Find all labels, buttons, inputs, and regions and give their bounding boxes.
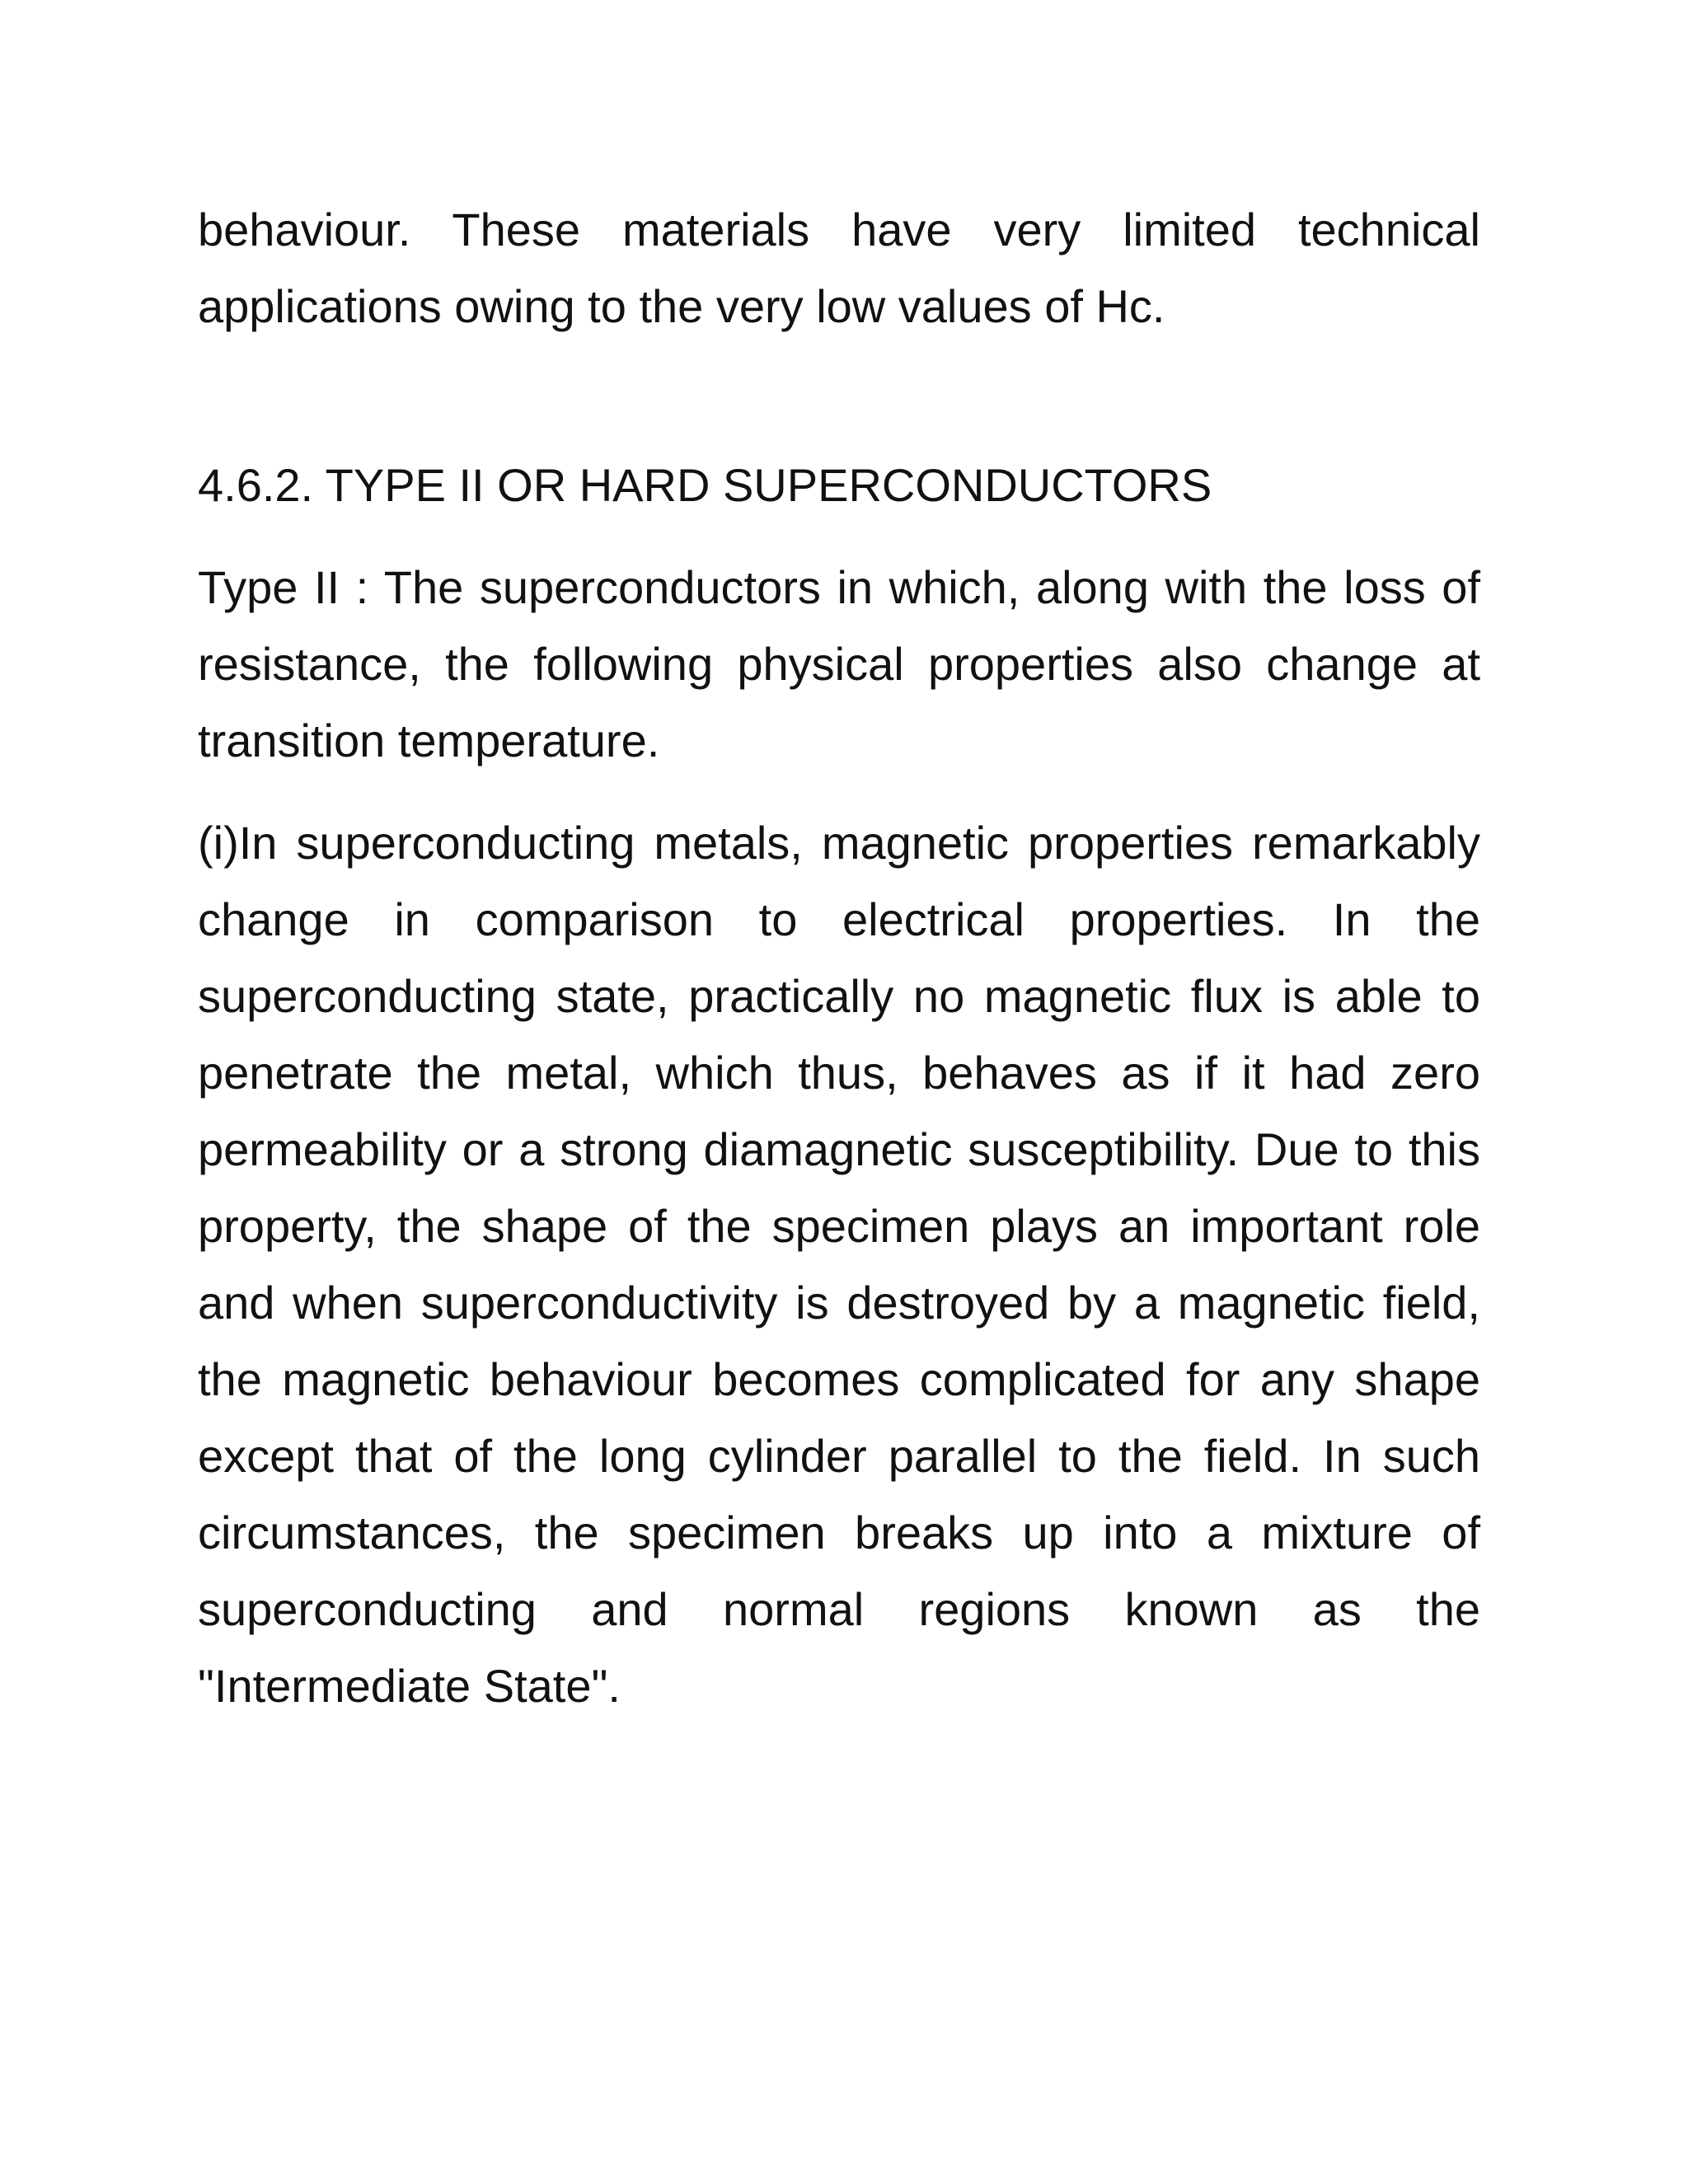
section-heading: 4.6.2. TYPE II OR HARD SUPERCONDUCTORS bbox=[198, 459, 1212, 511]
type-ii-paragraph: Type II : The superconductors in which, along with the loss of resistance, the following physical properties also change at transition temperature. bbox=[198, 561, 1480, 766]
intro-paragraph: behaviour. These materials have very limited technical applications owing to the very low values of Hc. bbox=[198, 204, 1480, 332]
page-content bbox=[198, 191, 1480, 1724]
point-i-paragraph: (i)In superconducting metals, magnetic properties remarkably change in comparison to electrical properties. In the superconducting state, practically no magnetic flux is able to penetrate the metal, which thus, behaves as if it had zero permeability or a strong diamagnetic susceptibility. Due to this property, the shape of the specimen plays an important role and when superconductivity is destroyed by a magnetic field, the magnetic behaviour becomes complicated for any shape except that of the long cylinder parallel to the field. In such circumstances, the specimen breaks up into a mixture of superconducting and normal regions known as the "Intermediate State". bbox=[198, 817, 1480, 1712]
